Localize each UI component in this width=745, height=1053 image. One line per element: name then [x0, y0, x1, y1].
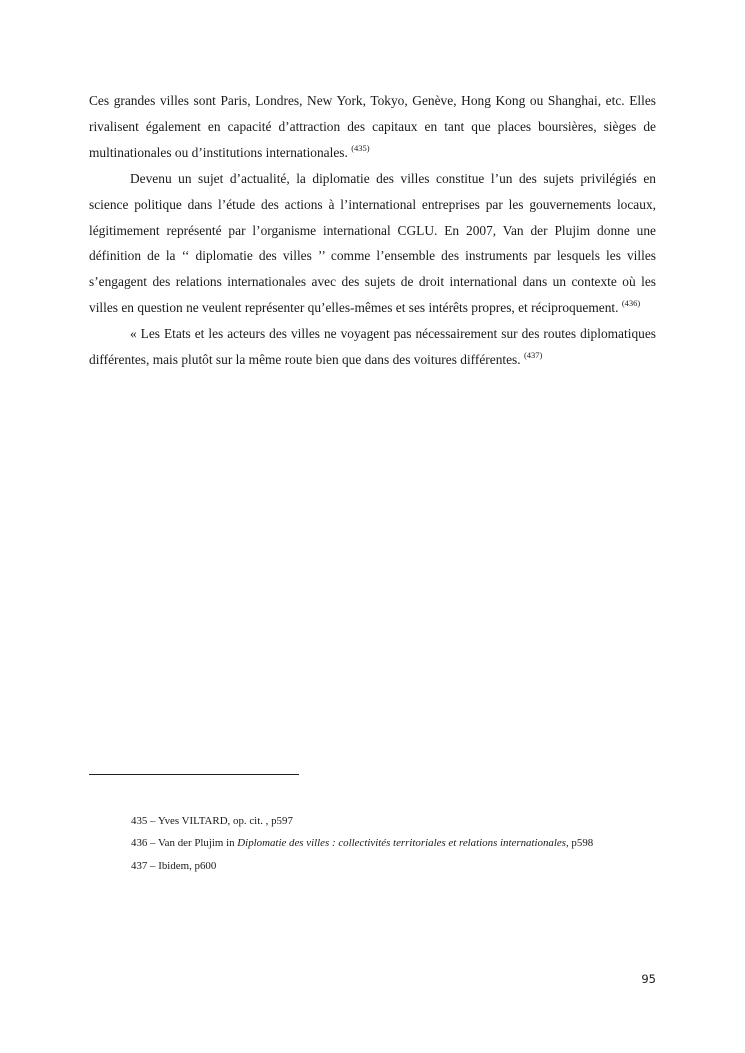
footnote-ref-436: (436) — [621, 298, 641, 309]
footnote-ref-435: (435) — [351, 142, 370, 153]
paragraph-2 — [89, 166, 656, 321]
footnote-436-source: Diplomatie des villes : collectivités territoriales et relations internationales — [237, 837, 566, 850]
page-number: 95 — [641, 972, 656, 986]
footnote-437: 437 – Ibidem, p600 — [131, 859, 217, 872]
paragraph-1 — [89, 88, 656, 166]
paragraph-3-quote — [89, 321, 656, 373]
paragraph-3-text: « Les Etats et les acteurs des villes ne voyagent pas nécessairement sur des routes diplomatiques différentes, mais plutôt sur la même route bien que dans des voitures différentes. — [89, 326, 656, 368]
paragraph-1-text: Ces grandes villes sont Paris, Londres, New York, Tokyo, Genève, Hong Kong ou Shanghai, etc. Elles rivalisent également en capacité d’attraction des capitaux en tant que places boursières, sièges de multinationales ou d’institutions internationales. — [89, 93, 656, 160]
body-text — [89, 88, 656, 373]
footnote-436-suffix: , p598 — [565, 837, 594, 850]
footnote-436 — [89, 832, 656, 854]
footnote-separator — [89, 774, 299, 775]
footnote-ref-437: (437) — [523, 350, 543, 361]
footnotes — [89, 810, 656, 877]
footnote-436-prefix: 436 – Van der Plujim in — [131, 837, 238, 850]
footnote-435: 435 – Yves VILTARD, op. cit. , p597 — [131, 815, 293, 827]
paragraph-2-text: Devenu un sujet d’actualité, la diplomatie des villes constitue l’un des sujets privilégiés en science politique dans l’étude des actions à l’international entreprises par les gouvernements locaux, légitimement représenté par l’organisme international CGLU. En 2007, Van der Plujim donne une définition de la ‘‘ diplomatie des villes ’’ comme l’ensemble des instruments par lesquels les villes s’engagent des relations internationales avec des sujets de droit international dans un contexte où les villes en question ne veulent représenter qu’elles-mêmes et ses intérêts propres, et réciproquement. — [89, 170, 656, 316]
